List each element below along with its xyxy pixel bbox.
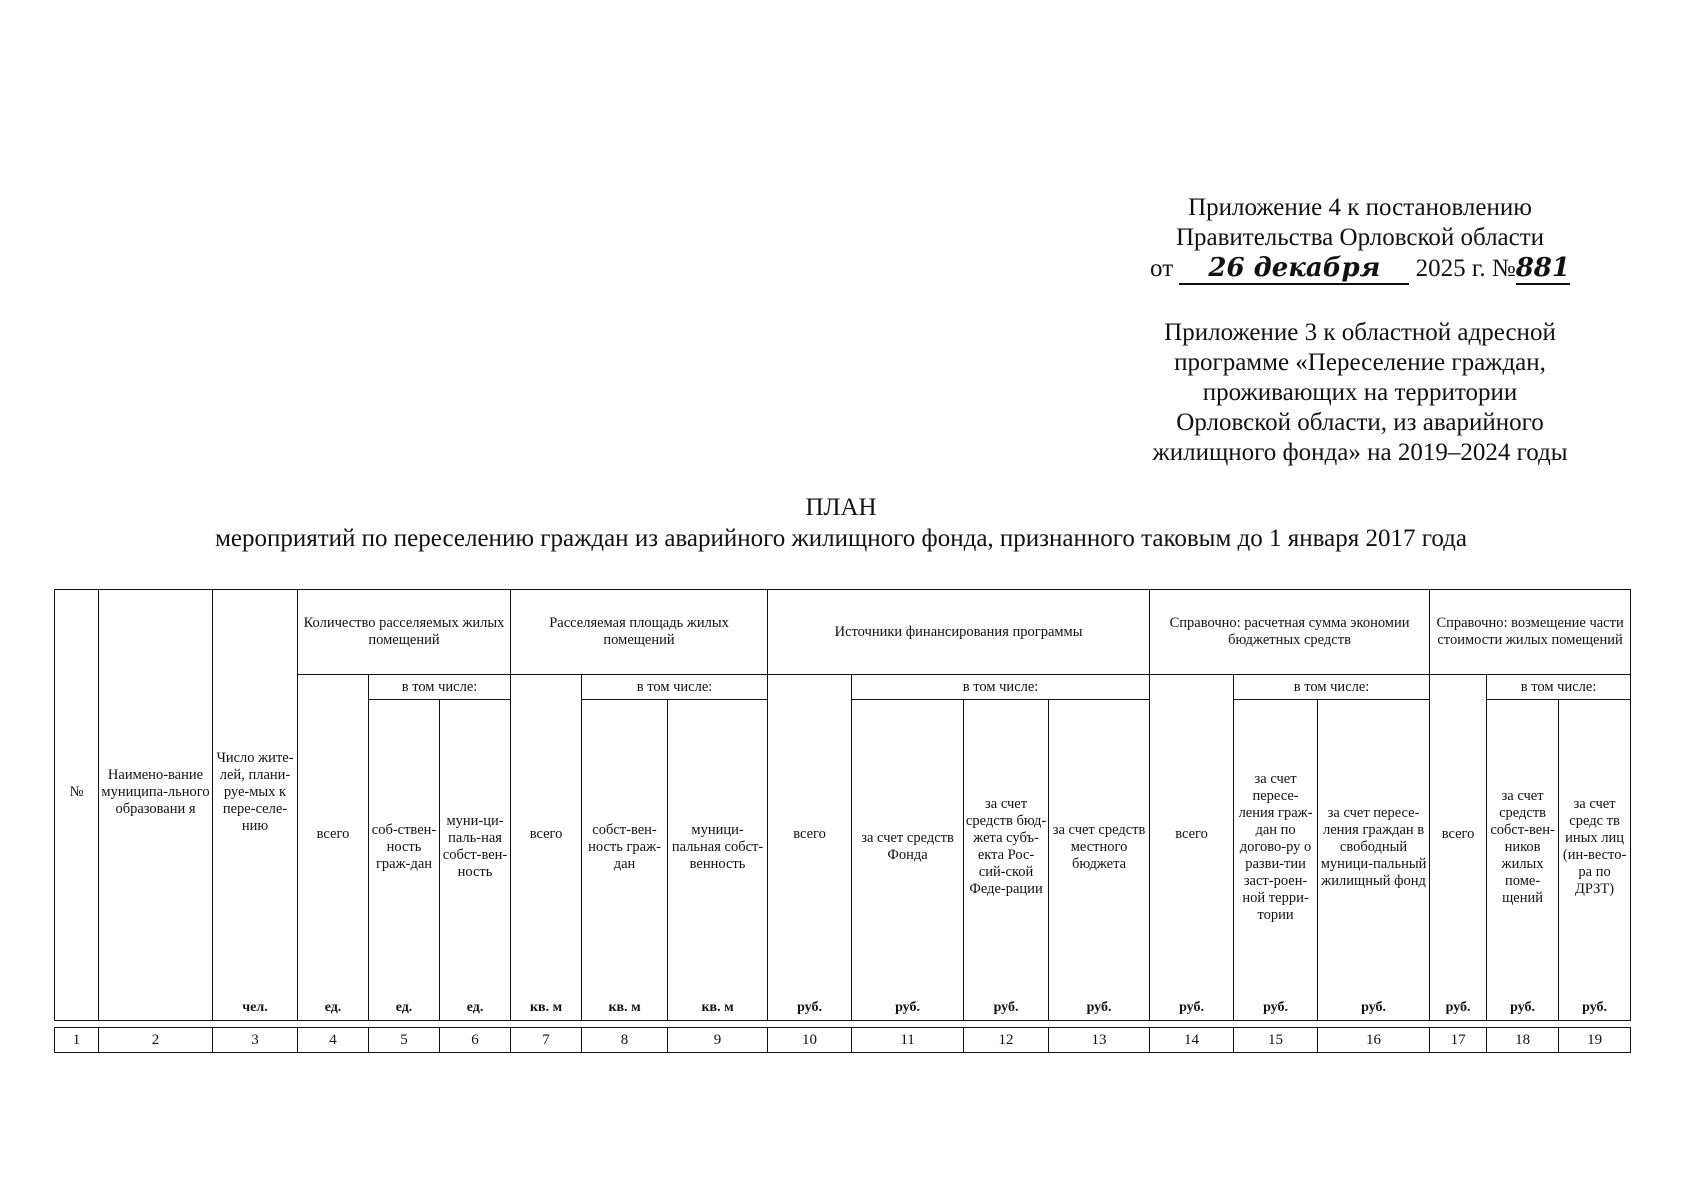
column-number: 11 [852,1028,964,1053]
column-numbers-row [55,1028,1631,1053]
unit-cell: руб. [768,994,852,1021]
plan-table [54,589,1631,1053]
column-number: 8 [582,1028,668,1053]
column-number: 17 [1430,1028,1487,1053]
plan-subtitle: мероприятий по переселению граждан из аварийного жилищного фонда, признанного таковым до 1 января 2017 года [215,525,1467,552]
unit-cell: руб. [1487,994,1559,1021]
group-area: Расселяемая площадь жилых помещений [511,590,768,675]
unit-cell: чел. [213,994,298,1021]
column-number: 13 [1049,1028,1150,1053]
handwritten-number: 881 [1515,253,1570,283]
column-number: 12 [964,1028,1049,1053]
c15-16-incl: в том числе: [1234,675,1430,700]
c13-local-budget: за счет средств местного бюджета [1049,700,1150,995]
column-number: 18 [1487,1028,1559,1053]
c9-municipal-property: муници-пальная собст-венность [668,700,768,995]
c8-9-incl: в том числе: [582,675,768,700]
c18-owners-funds: за счет средств собст-вен-ников жилых поме-щений [1487,700,1559,995]
c8-citizens-property: собст-вен-ность граж-дан [582,700,668,995]
unit-cell: руб. [1559,994,1631,1021]
c15-development-agreement: за счет пересе-ления граж-дан по догово-ру о разви-тии заст-роен-ной терри-тории [1234,700,1318,995]
group-finance: Источники финансирования программы [768,590,1150,675]
c6-municipal-property: муни-ци-паль-ная собст-вен-ность [440,700,511,995]
c14-total: всего [1150,675,1234,995]
column-number: 3 [213,1028,298,1053]
c4-total: всего [298,675,369,995]
c7-total: всего [511,675,582,995]
plan-title: ПЛАН [805,494,877,521]
handwritten-date: 26 декабря [1179,253,1409,285]
unit-cell: руб. [1234,994,1318,1021]
unit-cell: кв. м [668,994,768,1021]
unit-cell: руб. [1430,994,1487,1021]
column-number: 1 [55,1028,99,1053]
header-no: № [55,590,99,995]
column-number: 6 [440,1028,511,1053]
unit-cell: руб. [1150,994,1234,1021]
c19-other-persons: за счет средс тв иных лиц (ин-весто-ра по ДРЗТ) [1559,700,1631,995]
unit-cell: ед. [440,994,511,1021]
c18-19-incl: в том числе: [1487,675,1631,700]
column-number: 7 [511,1028,582,1053]
column-number: 15 [1234,1028,1318,1053]
column-number: 4 [298,1028,369,1053]
unit-cell: руб. [852,994,964,1021]
column-number: 9 [668,1028,768,1053]
column-number: 14 [1150,1028,1234,1053]
appendix-3-line-5: жилищного фонда» на 2019–2024 годы [1152,439,1568,466]
appendix-4-line-2: Правительства Орловской области [1175,224,1545,251]
header-row-groups [55,590,1631,675]
from-label: от [1150,255,1174,282]
unit-cell: руб. [1318,994,1430,1021]
group-compensation: Справочно: возмещение части стоимости жилых помещений [1430,590,1631,675]
appendix-4-date-line [1150,253,1570,285]
appendix-3-line-3: проживающих на территории [1202,379,1518,406]
unit-cell: руб. [964,994,1049,1021]
c5-6-incl: в том числе: [369,675,511,700]
c11-13-incl: в том числе: [852,675,1150,700]
appendix-3-line-4: Орловской области, из аварийного [1176,409,1544,436]
column-number: 2 [99,1028,213,1053]
column-number: 19 [1559,1028,1631,1053]
c17-total: всего [1430,675,1487,995]
unit-cell: ед. [298,994,369,1021]
c16-free-municipal-fund: за счет пересе-ления граждан в свободный муници-пальный жилищный фонд [1318,700,1430,995]
c10-total: всего [768,675,852,995]
appendix-4-line-1: Приложение 4 к постановлению [1188,194,1532,221]
unit-cell: кв. м [511,994,582,1021]
header-residents: Число жите-лей, плани-руе-мых к пере-селе-нию [213,590,298,995]
appendix-3-line-1: Приложение 3 к областной адресной [1164,319,1556,346]
year-number-label: 2025 г. № [1415,255,1516,282]
column-number: 16 [1318,1028,1430,1053]
unit-cell: ед. [369,994,440,1021]
unit-cell-2 [99,994,213,1021]
header-municipality-name: Наимено-вание муниципа-льного образовани я [99,590,213,995]
group-savings: Справочно: расчетная сумма экономии бюджетных средств [1150,590,1430,675]
c5-citizens-property: соб-ствен-ность граж-дан [369,700,440,995]
spacer-row [55,1021,1631,1028]
c12-regional-budget: за счет средств бюд-жета субъ-екта Рос-сий-ской Феде-рации [964,700,1049,995]
column-number: 10 [768,1028,852,1053]
group-count: Количество расселяемых жилых помещений [298,590,511,675]
c11-fund: за счет средств Фонда [852,700,964,995]
unit-cell: кв. м [582,994,668,1021]
appendix-3-header [1120,318,1600,468]
appendix-4-header [1150,193,1570,285]
appendix-3-line-2: программе «Переселение граждан, [1174,349,1546,376]
column-number: 5 [369,1028,440,1053]
units-row [55,994,1631,1021]
unit-cell-1 [55,994,99,1021]
unit-cell: руб. [1049,994,1150,1021]
